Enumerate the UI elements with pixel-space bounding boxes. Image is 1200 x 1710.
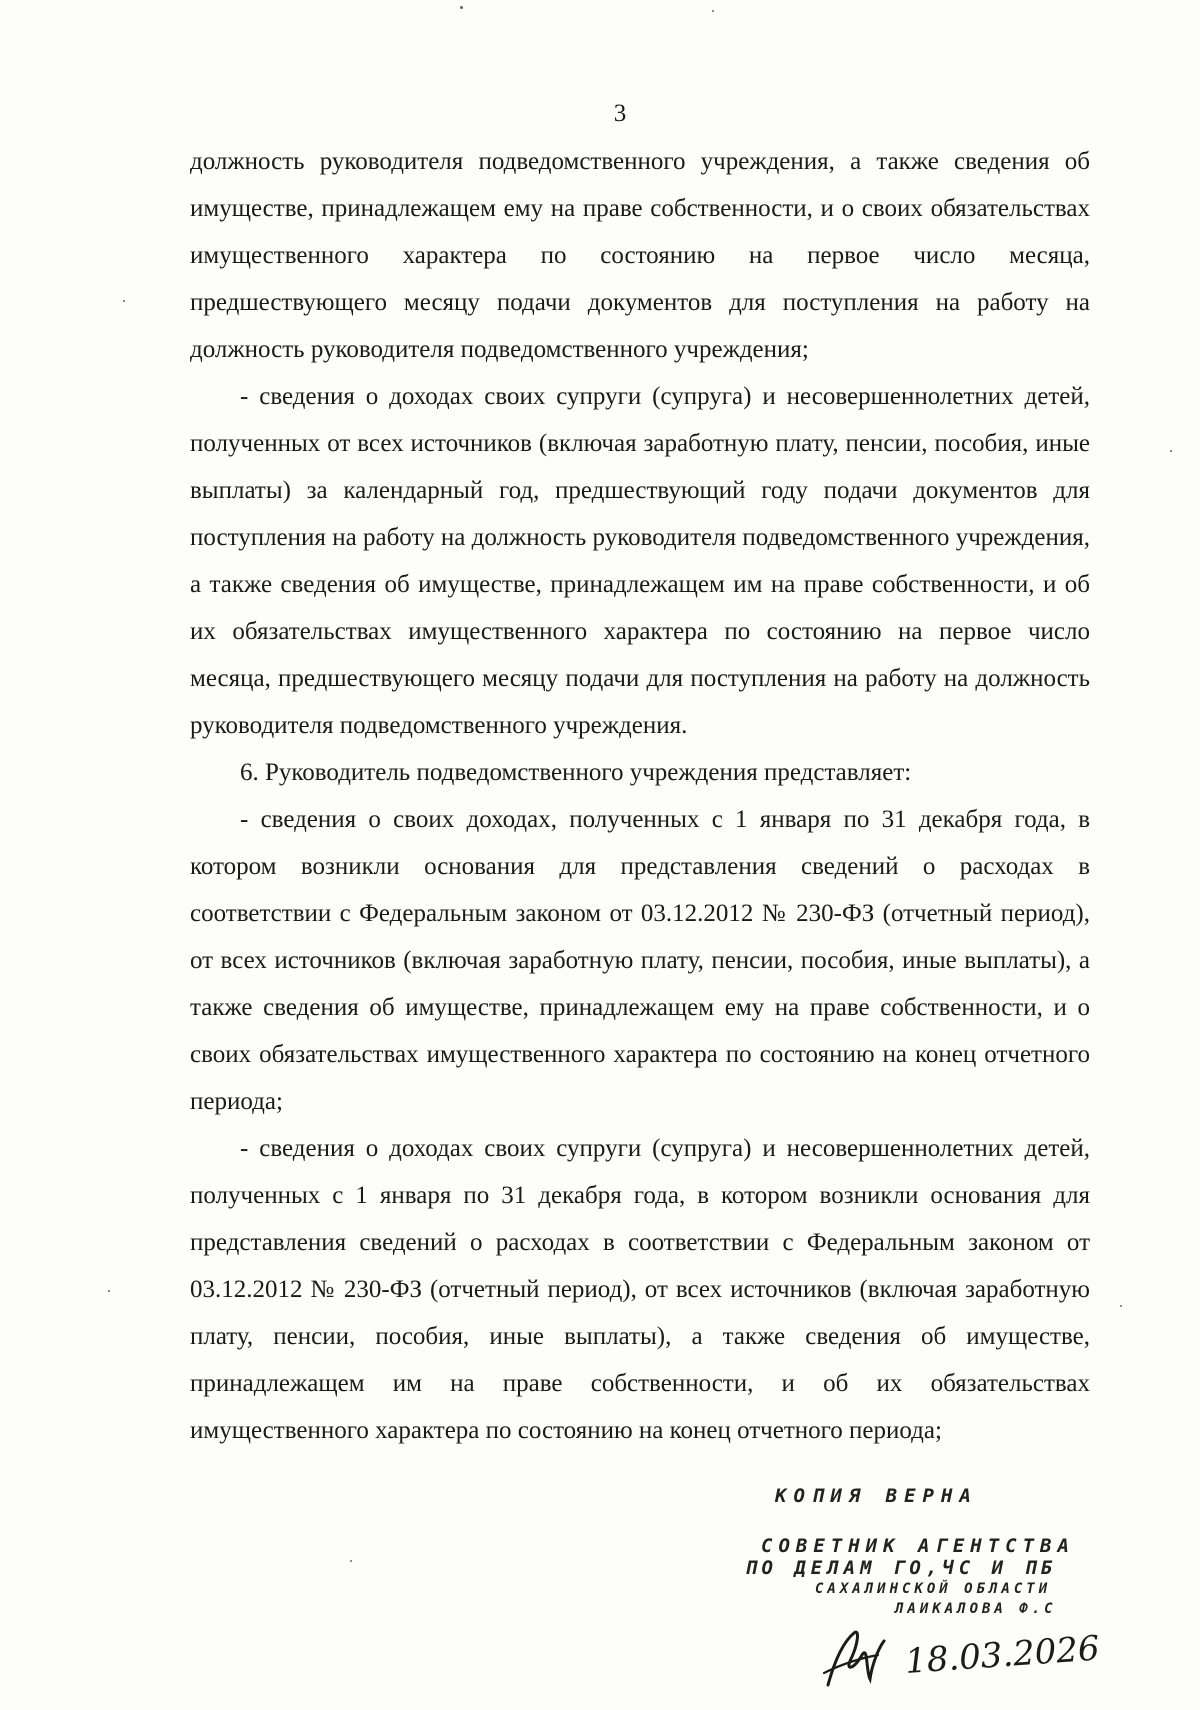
scan-speck <box>1170 450 1172 452</box>
document-body <box>190 138 1090 1454</box>
stamp-region-line: САХАЛИНСКОЙ ОБЛАСТИ <box>815 1581 1052 1597</box>
scan-speck <box>712 10 714 12</box>
paragraph-5: - сведения о доходах своих супруги (супруга) и несовершеннолетних детей, полученных с 1 января по 31 декабря года, в котором возникли основания для представления сведений о расходах в соответствии с Федеральным законом от 03.12.2012 № 230-ФЗ (отчетный период), от всех источников (включая заработную плату, пенсии, пособия, иные выплаты), а также сведения об имуществе, принадлежащем им на праве собственности, и об их обязательствах имущественного характера по состоянию на конец отчетного периода; <box>190 1135 1090 1444</box>
scan-speck <box>350 1560 352 1562</box>
svg-text:18.03.2026: 18.03.2026 <box>903 1628 1101 1682</box>
paragraph-4: - сведения о своих доходах, полученных с 1 января по 31 декабря года, в котором возникли основания для представления сведений о расходах в соответствии с Федеральным законом от 03.12.2012 № 230-ФЗ (отчетный период), от всех источников (включая заработную плату, пенсии, пособия, иные выплаты), а также сведения об имуществе, принадлежащем ему на праве собственности, и о своих обязательствах имущественного характера по состоянию на конец отчетного периода; <box>190 806 1090 1115</box>
paragraph-3: 6. Руководитель подведомственного учреждения представляет: <box>240 759 912 786</box>
stamp-title-line: СОВЕТНИК АГЕНТСТВА <box>761 1535 1075 1557</box>
stamp-name-line: ЛАИКАЛОВА Ф.С <box>895 1601 1057 1617</box>
paragraph-1: должность руководителя подведомственного учреждения, а также сведения об имуществе, принадлежащем ему на праве собственности, и о своих обязательствах имущественного характера по состоянию на первое число месяца, предшествующего месяцу подачи документов для поступления на работу на должность руководителя подведомственного учреждения; <box>190 148 1090 363</box>
scan-speck <box>1120 1305 1122 1307</box>
handwritten-signature-and-date <box>820 1615 1101 1695</box>
page-number: 3 <box>613 100 627 127</box>
official-stamp <box>745 1535 1075 1619</box>
scan-speck <box>123 300 125 302</box>
scan-speck <box>460 6 463 9</box>
paragraph-2: - сведения о доходах своих супруги (супруга) и несовершеннолетних детей, полученных от всех источников (включая заработную плату, пенсии, пособия, иные выплаты) за календарный год, предшествующий году подачи документов для поступления на работу на должность руководителя подведомственного учреждения, а также сведения об имуществе, принадлежащем им на праве собственности, и об их обязательствах имущественного характера по состоянию на первое число месяца, предшествующего месяцу подачи для поступления на работу на должность руководителя подведомственного учреждения. <box>190 383 1090 739</box>
scan-speck <box>108 1290 110 1292</box>
stamp-agency-line: ПО ДЕЛАМ ГО,ЧС И ПБ <box>745 1557 1058 1579</box>
copy-certified-stamp: КОПИЯ ВЕРНА <box>775 1485 978 1507</box>
